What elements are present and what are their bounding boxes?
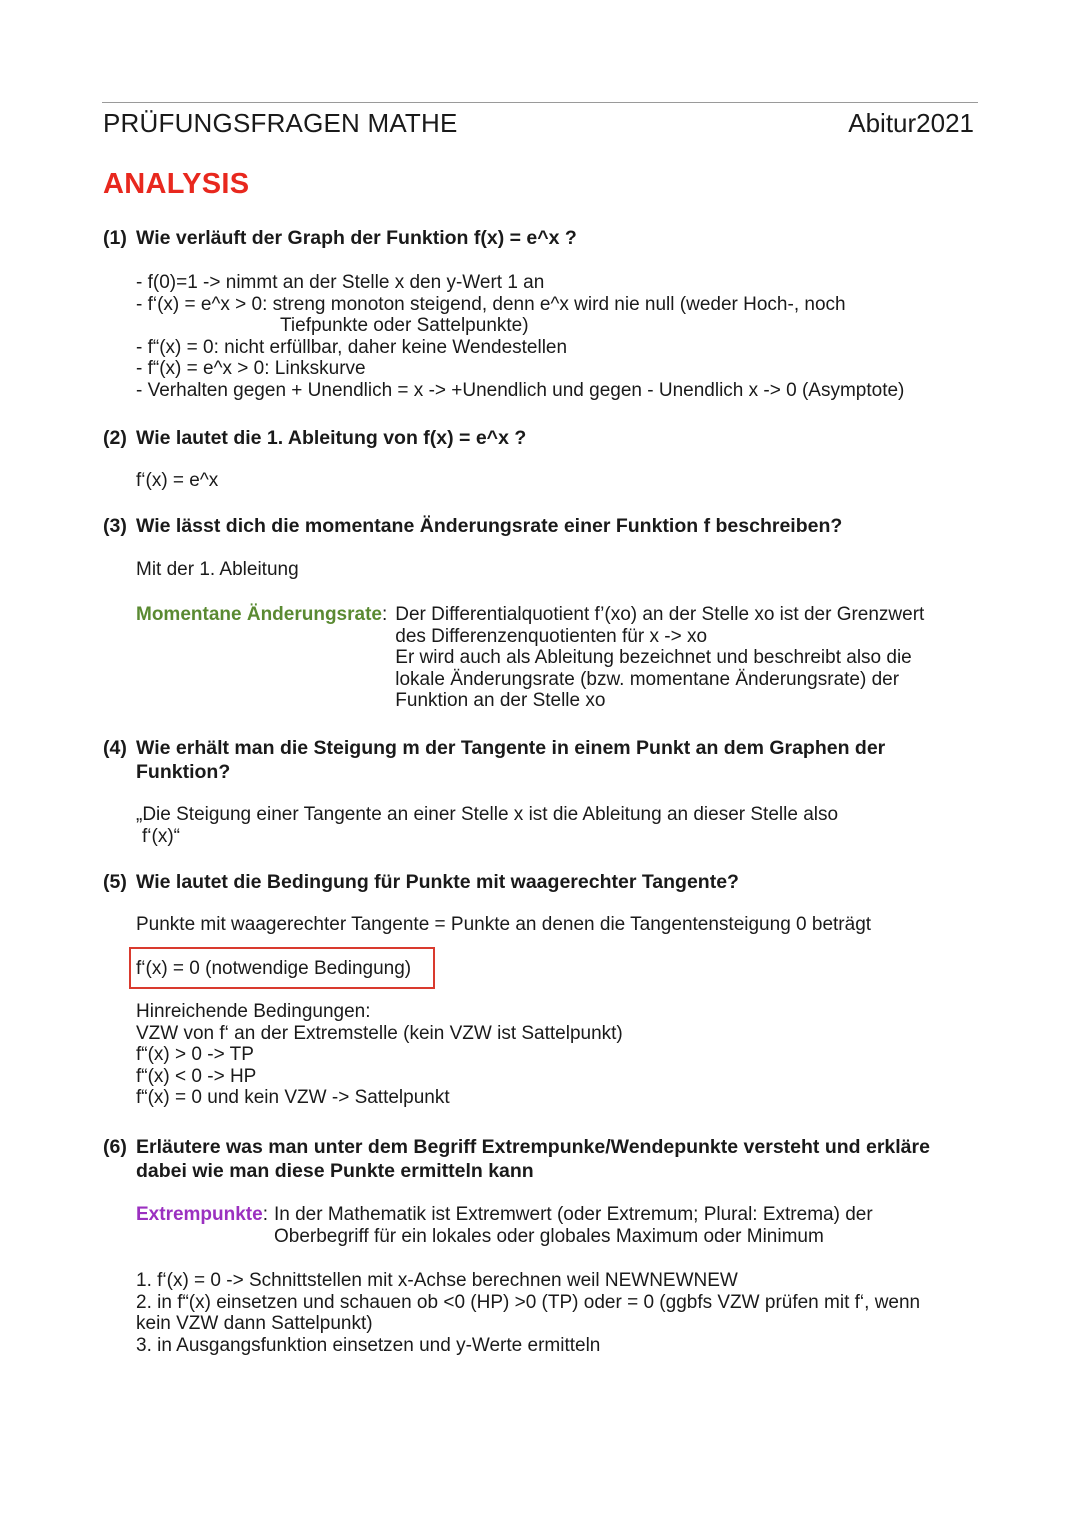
definition-line: Der Differentialquotient f’(xo) an der Stelle xo ist der Grenzwert (395, 604, 925, 625)
list-item: kein VZW dann Sattelpunkt) (136, 1313, 373, 1334)
list-item: 1. f‘(x) = 0 -> Schnittstellen mit x-Achse berechnen weil NEWNEWNEW (136, 1270, 738, 1291)
question-4 (103, 736, 926, 784)
question-number: (5) (103, 871, 127, 893)
question-number: (1) (103, 227, 127, 249)
answer-line: f“(x) < 0 -> HP (136, 1065, 257, 1087)
answer-line: Punkte mit waagerechter Tangente = Punkte an denen die Tangentensteigung 0 beträgt (136, 914, 872, 935)
question-number: (6) (103, 1136, 127, 1158)
answer-line: „Die Steigung einer Tangente an einer Stelle x ist die Ableitung an dieser Stelle also (136, 804, 839, 825)
answer-line: Tiefpunkte oder Sattelpunkte) (280, 315, 529, 336)
answer-line: f‘(x)“ (142, 825, 180, 847)
answer-line: Mit der 1. Ableitung (136, 559, 299, 580)
answer-line: - f‘(x) = e^x > 0: streng monoton steigend, denn e^x wird nie null (weder Hoch-, noch (136, 293, 846, 315)
question-text: Wie erhält man die Steigung m der Tangente in einem Punkt an dem Graphen der Funktion? (136, 737, 886, 783)
answer-line: f“(x) > 0 -> TP (136, 1044, 254, 1065)
question-text: Wie lautet die 1. Ableitung von f(x) = e^x ? (136, 427, 527, 449)
definition-term: Extrempunkte (136, 1204, 263, 1225)
question-5 (103, 870, 976, 894)
definition-line: Funktion an der Stelle xo (395, 690, 606, 711)
document-title: PRÜFUNGSFRAGEN MATHE (103, 108, 458, 138)
answer-4 (136, 804, 838, 847)
question-number: (4) (103, 737, 127, 759)
answer-line: - Verhalten gegen + Unendlich = x -> +Unendlich und gegen - Unendlich x -> 0 (Asymptote) (136, 379, 905, 401)
section-title: ANALYSIS (103, 168, 250, 200)
answer-line: VZW von f‘ an der Extremstelle (kein VZW ist Sattelpunkt) (136, 1022, 623, 1044)
answer-line: - f“(x) = e^x > 0: Linkskurve (136, 358, 366, 379)
sufficient-conditions (136, 1001, 623, 1109)
header-rule (102, 102, 978, 103)
steps-list (136, 1270, 920, 1356)
necessary-condition (136, 958, 411, 980)
question-text: Wie lautet die Bedingung für Punkte mit waagerechter Tangente? (136, 871, 739, 893)
question-2 (103, 426, 976, 450)
boxed-text: f‘(x) = 0 (notwendige Bedingung) (136, 958, 412, 979)
question-text: Wie lässt dich die momentane Änderungsrate einer Funktion f beschreiben? (136, 515, 843, 537)
question-1 (103, 226, 976, 250)
question-number: (2) (103, 427, 127, 449)
answer-line: - f“(x) = 0: nicht erfüllbar, daher keine Wendestellen (136, 336, 568, 358)
question-3 (103, 514, 976, 538)
answer-line: f“(x) = 0 und kein VZW -> Sattelpunkt (136, 1087, 450, 1108)
definition-3 (136, 604, 924, 712)
answer-2 (136, 470, 218, 492)
definition-line: Oberbegriff für ein lokales oder globales Maximum oder Minimum (273, 1225, 824, 1247)
list-item: 3. in Ausgangsfunktion einsetzen und y-Werte ermitteln (136, 1334, 601, 1356)
answer-line: Hinreichende Bedingungen: (136, 1001, 371, 1022)
list-item: 2. in f“(x) einsetzen und schauen ob <0 (HP) >0 (TP) oder = 0 (ggbfs VZW prüfen mit f‘, wenn (136, 1291, 921, 1313)
question-text: Erläutere was man unter dem Begriff Extrempunke/Wendepunkte versteht und erkläre dabei wie man diese Punkte ermitteln kann (136, 1136, 930, 1182)
definition-line: des Differenzenquotienten für x -> xo (395, 625, 708, 647)
definition-term: Momentane Änderungsrate (136, 604, 382, 625)
document-tag: Abitur2021 (848, 108, 974, 138)
definition-line: In der Mathematik ist Extremwert (oder Extremum; Plural: Extrema) der (273, 1204, 873, 1225)
definition-line: Er wird auch als Ableitung bezeichnet und beschreibt also die (395, 647, 912, 668)
definition-colon: : (381, 604, 388, 625)
answer-line: - f(0)=1 -> nimmt an der Stelle x den y-Wert 1 an (136, 272, 545, 293)
question-text: Wie verläuft der Graph der Funktion f(x) = e^x ? (136, 227, 577, 249)
definition-colon: : (262, 1204, 268, 1225)
question-number: (3) (103, 515, 127, 537)
answer-1 (136, 272, 904, 401)
answer-5 (136, 914, 871, 936)
question-6 (103, 1135, 971, 1183)
answer-line: f‘(x) = e^x (136, 470, 219, 491)
definition-6 (136, 1204, 873, 1247)
definition-line: lokale Änderungsrate (bzw. momentane Änderungsrate) der (395, 668, 900, 690)
answer-3 (136, 559, 299, 581)
